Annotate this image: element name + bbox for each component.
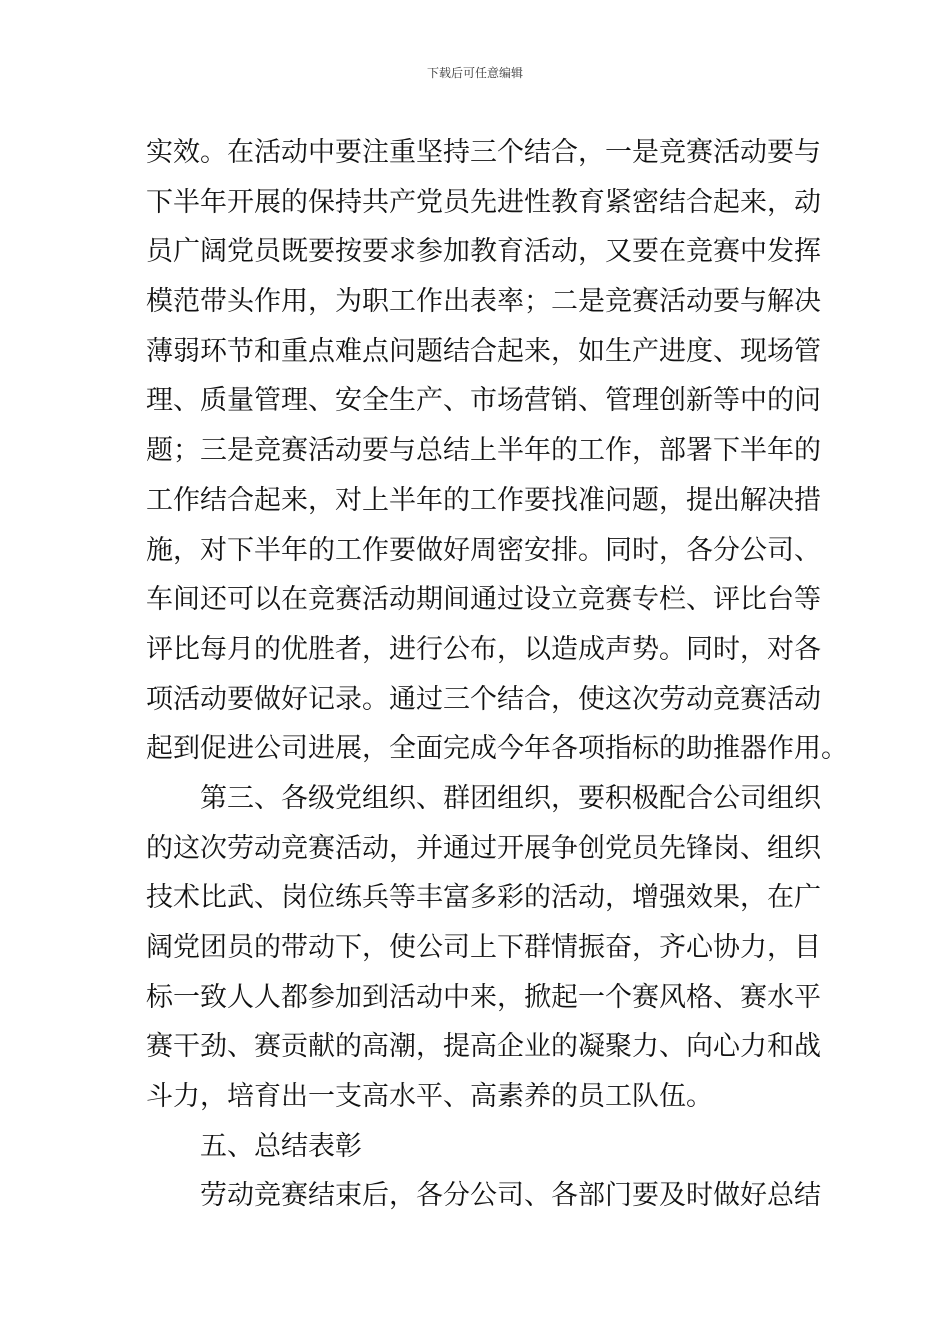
text-line: 五、总结表彰 xyxy=(200,1130,362,1162)
text-line: 斗力，培育出一支高水平、高素养的员工队伍。 xyxy=(146,1081,713,1113)
text-line: 理、质量管理、安全生产、市场营销、管理创新等中的问 xyxy=(146,385,821,417)
page-header-note: 下载后可任意编辑 xyxy=(426,66,523,80)
text-line: 员广阔党员既要按要求参加教育活动，又要在竞赛中发挥 xyxy=(146,236,821,268)
text-line: 薄弱环节和重点难点问题结合起来，如生产进度、现场管 xyxy=(146,335,821,367)
text-line: 实效。在活动中要注重坚持三个结合，一是竞赛活动要与 xyxy=(146,137,821,168)
text-line: 项活动要做好记录。通过三个结合，使这次劳动竞赛活动 xyxy=(146,683,821,715)
text-line: 第三、各级党组织、群团组织，要积极配合公司组织 xyxy=(200,782,821,814)
text-line: 起到促进公司进展，全面完成今年各项指标的助推器作用。 xyxy=(146,733,848,765)
document-body xyxy=(146,128,848,1221)
text-line: 标一致人人都参加到活动中来，掀起一个赛风格、赛水平 xyxy=(146,981,821,1013)
text-line: 的这次劳动竞赛活动，并通过开展争创党员先锋岗、组织 xyxy=(146,832,821,864)
text-line: 阔党团员的带动下，使公司上下群情振奋，齐心协力，目 xyxy=(146,932,821,963)
text-line: 技术比武、岗位练兵等丰富多彩的活动，增强效果，在广 xyxy=(146,882,821,914)
text-line: 评比每月的优胜者，进行公布，以造成声势。同时，对各 xyxy=(146,633,821,665)
text-line: 车间还可以在竞赛活动期间通过设立竞赛专栏、评比台等 xyxy=(146,584,821,616)
text-line: 工作结合起来，对上半年的工作要找准问题，提出解决措 xyxy=(146,484,821,516)
text-line: 题；三是竞赛活动要与总结上半年的工作，部署下半年的 xyxy=(146,435,821,467)
text-line: 模范带头作用，为职工作出表率；二是竞赛活动要与解决 xyxy=(146,286,821,318)
text-line: 赛干劲、赛贡献的高潮，提高企业的凝聚力、向心力和战 xyxy=(146,1031,821,1063)
text-line: 劳动竞赛结束后，各分公司、各部门要及时做好总结 xyxy=(200,1180,821,1212)
text-line: 下半年开展的保持共产党员先进性教育紧密结合起来，动 xyxy=(146,186,821,218)
text-line: 施，对下半年的工作要做好周密安排。同时，各分公司、 xyxy=(146,534,821,566)
